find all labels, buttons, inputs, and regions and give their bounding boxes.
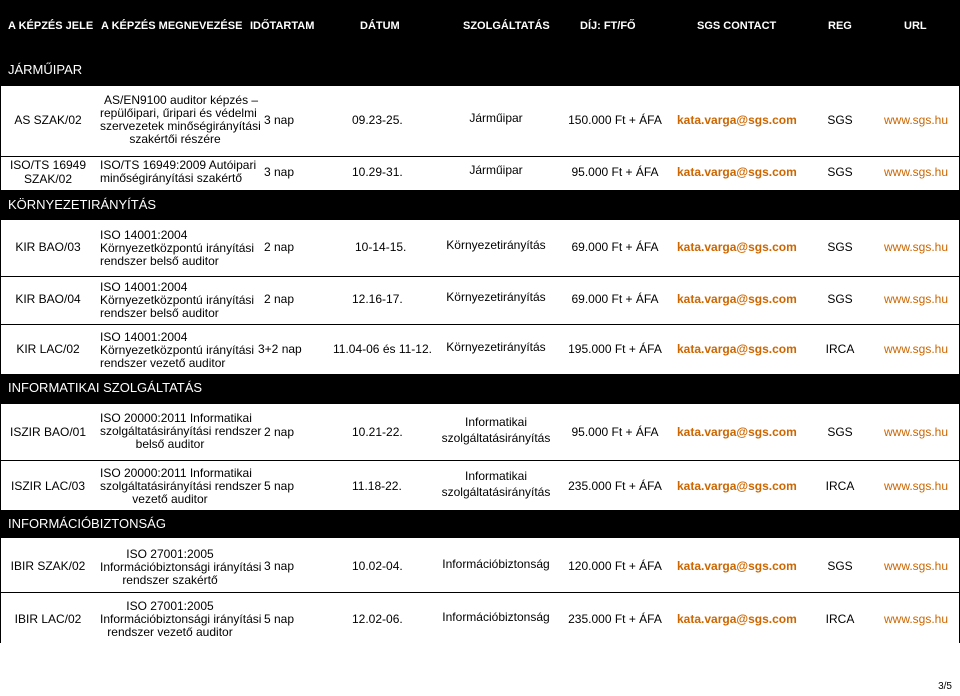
url-link[interactable]: www.sgs.hu <box>884 113 949 127</box>
contact-email-link[interactable]: kata.varga@sgs.com <box>677 479 797 493</box>
row-registration: SGS <box>827 240 853 254</box>
row-left-border <box>0 220 1 276</box>
row-date: 11.18-22. <box>352 479 402 493</box>
contact-email-link[interactable]: kata.varga@sgs.com <box>677 165 797 179</box>
row-code <box>8 479 88 493</box>
row-service <box>440 162 552 178</box>
table-row <box>0 404 960 460</box>
row-duration: 3 nap <box>264 559 295 573</box>
row-duration: 3+2 nap <box>258 342 302 356</box>
row-date: 11.04-06 és 11-12. <box>333 342 432 356</box>
row-description-line: Környezetközpontú irányítási <box>100 293 255 307</box>
row-code-line: KIR BAO/03 <box>15 240 81 254</box>
row-service <box>440 556 552 572</box>
row-service <box>440 110 552 126</box>
row-code <box>8 559 88 573</box>
table-header <box>0 0 960 52</box>
row-description-line: ISO 27001:2005 <box>126 599 214 613</box>
row-code-line: KIR LAC/02 <box>16 342 80 356</box>
row-date: 10.02-04. <box>352 559 403 573</box>
url-link[interactable]: www.sgs.hu <box>884 240 949 254</box>
row-duration: 2 nap <box>264 292 295 306</box>
contact-email-link[interactable]: kata.varga@sgs.com <box>677 559 797 573</box>
page-number: 3/5 <box>938 681 952 692</box>
row-date: 10.29-31. <box>352 165 403 179</box>
section-informatikai: INFORMATIKAI SZOLGÁLTATÁS <box>0 374 960 404</box>
contact-email-link[interactable]: kata.varga@sgs.com <box>677 425 797 439</box>
row-service-line: szolgáltatásirányítás <box>441 485 551 499</box>
header-url: URL <box>904 20 927 32</box>
table-row <box>0 592 960 643</box>
header-contact: SGS CONTACT <box>697 20 777 32</box>
header-service: SZOLGÁLTATÁS <box>463 20 550 32</box>
row-service <box>440 468 552 500</box>
row-description-line: rendszer belső auditor <box>100 254 219 268</box>
header-reg: REG <box>828 20 852 32</box>
row-service-line: Környezetirányítás <box>446 290 546 304</box>
row-service-line: Járműipar <box>469 163 523 177</box>
row-left-border <box>0 325 1 375</box>
section-informaciobiztonsag: INFORMÁCIÓBIZTONSÁG <box>0 510 960 538</box>
row-code <box>8 240 88 254</box>
url-link[interactable]: www.sgs.hu <box>884 165 949 179</box>
row-code-line: ISO/TS 16949 <box>9 158 87 172</box>
row-fee: 235.000 Ft + ÁFA <box>568 612 662 626</box>
row-date: 12.02-06. <box>352 612 403 626</box>
row-fee: 150.000 Ft + ÁFA <box>568 113 662 127</box>
url-link[interactable]: www.sgs.hu <box>884 559 949 573</box>
row-description-line: ISO 20000:2011 Informatikai <box>100 411 252 425</box>
row-left-border <box>0 157 1 191</box>
url-link[interactable]: www.sgs.hu <box>884 479 949 493</box>
table-row <box>0 156 960 191</box>
row-service-line: szolgáltatásirányítás <box>441 431 551 445</box>
contact-email-link[interactable]: kata.varga@sgs.com <box>677 612 797 626</box>
row-registration: SGS <box>827 113 853 127</box>
row-code <box>8 292 88 306</box>
row-left-border <box>0 461 1 511</box>
row-fee: 235.000 Ft + ÁFA <box>568 479 662 493</box>
row-registration: IRCA <box>825 479 855 493</box>
url-link[interactable]: www.sgs.hu <box>884 342 949 356</box>
row-duration: 5 nap <box>264 612 295 626</box>
table-row <box>0 460 960 511</box>
row-service-line: Környezetirányítás <box>446 340 546 354</box>
row-description-line: minőségirányítási szakértő <box>100 171 243 185</box>
row-description-line: ISO 14001:2004 <box>100 228 188 242</box>
row-description-line: Környezetközpontú irányítási <box>100 241 255 255</box>
contact-email-link[interactable]: kata.varga@sgs.com <box>677 292 797 306</box>
row-code-line: ISZIR BAO/01 <box>9 425 87 439</box>
row-description-line: Környezetközpontú irányítási <box>100 343 255 357</box>
row-code-line: SZAK/02 <box>23 172 73 186</box>
row-description-line: ISO/TS 16949:2009 Autóipari <box>100 158 257 172</box>
row-description-line: szolgáltatásirányítási rendszer <box>100 424 262 438</box>
row-description-line: ISO 14001:2004 <box>100 330 188 344</box>
row-description-line: rendszer szakértő <box>122 573 218 587</box>
row-description-line: AS/EN9100 auditor képzés – <box>104 93 259 107</box>
row-duration: 5 nap <box>264 479 295 493</box>
row-date: 10.21-22. <box>352 425 403 439</box>
row-description-line: Információbiztonsági irányítási <box>100 560 262 574</box>
row-service-line: Informatikai <box>464 415 528 429</box>
row-fee: 95.000 Ft + ÁFA <box>571 165 659 179</box>
row-duration: 3 nap <box>264 113 295 127</box>
row-description-line: Információbiztonsági irányítási <box>100 612 262 626</box>
row-code <box>8 158 88 186</box>
row-service <box>440 414 552 446</box>
row-date: 10-14-15. <box>355 240 407 254</box>
row-registration: SGS <box>827 559 853 573</box>
row-left-border <box>0 593 1 643</box>
row-fee: 69.000 Ft + ÁFA <box>571 292 659 306</box>
url-link[interactable]: www.sgs.hu <box>884 612 949 626</box>
row-description-line: szervezetek minőségirányítási <box>100 119 261 133</box>
row-description-line: szolgáltatásirányítási rendszer <box>100 479 262 493</box>
row-description <box>100 158 257 185</box>
row-code-line: AS SZAK/02 <box>14 113 82 127</box>
row-left-border <box>0 404 1 460</box>
row-code-line: IBIR SZAK/02 <box>10 559 86 573</box>
row-description <box>100 466 262 506</box>
row-description-line: rendszer belső auditor <box>100 306 219 320</box>
row-description-line: ISO 20000:2011 Informatikai <box>100 466 252 480</box>
row-description-line: ISO 27001:2005 <box>126 547 214 561</box>
table-row <box>0 220 960 276</box>
row-service <box>440 289 552 305</box>
row-description-line: rendszer vezető auditor <box>100 356 226 370</box>
row-registration: IRCA <box>825 342 855 356</box>
header-code: A KÉPZÉS JELE <box>8 20 94 32</box>
row-description <box>100 547 262 587</box>
row-registration: SGS <box>827 425 853 439</box>
row-description <box>100 330 255 370</box>
row-fee: 69.000 Ft + ÁFA <box>571 240 659 254</box>
row-service-line: Információbiztonság <box>442 557 550 571</box>
row-description-line: repülőipari, űripari és védelmi <box>100 106 257 120</box>
header-name: A KÉPZÉS MEGNEVEZÉSE <box>101 20 243 32</box>
row-description <box>100 93 261 146</box>
row-date: 12.16-17. <box>352 292 403 306</box>
row-description-line: szakértői részére <box>129 132 221 146</box>
row-description <box>100 280 255 320</box>
row-description <box>100 411 262 451</box>
row-description-line: vezető auditor <box>132 492 208 506</box>
row-code-line: IBIR LAC/02 <box>14 612 82 626</box>
url-link[interactable]: www.sgs.hu <box>884 292 949 306</box>
row-registration: SGS <box>827 165 853 179</box>
table-row <box>0 538 960 592</box>
row-description-line: belső auditor <box>135 437 205 451</box>
row-code <box>8 342 88 356</box>
row-service <box>440 237 552 253</box>
section-kornyezetiranyitas: KÖRNYEZETIRÁNYÍTÁS <box>0 190 960 220</box>
row-left-border <box>0 86 1 156</box>
header-fee: DÍJ: FT/FŐ <box>580 20 636 32</box>
row-code <box>8 113 88 127</box>
row-code-line: KIR BAO/04 <box>15 292 81 306</box>
row-code-line: ISZIR LAC/03 <box>10 479 86 493</box>
row-duration: 3 nap <box>264 165 295 179</box>
row-service-line: Információbiztonság <box>442 610 550 624</box>
row-description <box>100 228 255 268</box>
contact-email-link[interactable]: kata.varga@sgs.com <box>677 113 797 127</box>
row-service-line: Környezetirányítás <box>446 238 546 252</box>
row-description <box>100 599 262 639</box>
row-fee: 195.000 Ft + ÁFA <box>568 342 662 356</box>
contact-email-link[interactable]: kata.varga@sgs.com <box>677 240 797 254</box>
row-left-border <box>0 538 1 592</box>
row-duration: 2 nap <box>264 240 295 254</box>
row-fee: 120.000 Ft + ÁFA <box>568 559 662 573</box>
row-registration: IRCA <box>825 612 855 626</box>
row-description-line: ISO 14001:2004 <box>100 280 188 294</box>
contact-email-link[interactable]: kata.varga@sgs.com <box>677 342 797 356</box>
row-fee: 95.000 Ft + ÁFA <box>571 425 659 439</box>
row-service <box>440 339 552 355</box>
row-service-line: Informatikai <box>464 469 528 483</box>
row-service <box>440 609 552 625</box>
row-date: 09.23-25. <box>352 113 403 127</box>
table-row <box>0 86 960 156</box>
header-duration: IDŐTARTAM <box>250 20 315 32</box>
table-row <box>0 276 960 325</box>
url-link[interactable]: www.sgs.hu <box>884 425 949 439</box>
header-date: DÁTUM <box>360 20 400 32</box>
section-jarmuipar: JÁRMŰIPAR <box>0 52 960 86</box>
row-description-line: rendszer vezető auditor <box>107 625 233 639</box>
row-registration: SGS <box>827 292 853 306</box>
row-duration: 2 nap <box>264 425 295 439</box>
table-row <box>0 324 960 375</box>
row-service-line: Járműipar <box>469 111 523 125</box>
row-code <box>8 612 88 626</box>
row-code <box>8 425 88 439</box>
row-left-border <box>0 277 1 325</box>
